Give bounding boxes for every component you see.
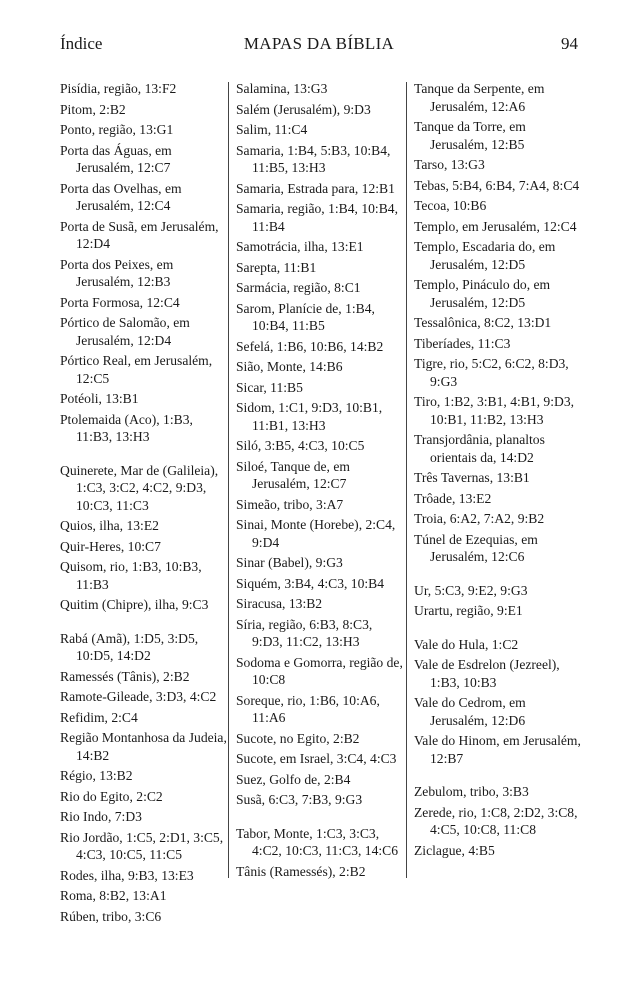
index-entry: Transjordânia, planaltos orientais da, 14:D2 (414, 432, 545, 465)
index-entry: Soreque, rio, 1:B6, 10:A6, 11:A6 (236, 692, 380, 725)
index-entry: Tessalônica, 8:C2, 13:D1 (414, 315, 552, 330)
column-divider (406, 82, 407, 878)
index-entry: Sucote, no Egito, 2:B2 (236, 730, 360, 746)
index-entry: Sefelá, 1:B6, 10:B6, 14:B2 (236, 338, 384, 354)
index-entry: Quinerete, Mar de (Galileia), 1:C3, 3:C2, 4:C2, 9:D3, 10:C3, 11:C3 (60, 462, 219, 513)
index-entry: Samaria, 1:B4, 5:B3, 10:B4, 11:B5, 13:H3 (236, 142, 391, 175)
index-entry: Sucote, em Israel, 3:C4, 4:C3 (236, 751, 397, 766)
index-entry: Região Montanhosa da Judeia, 14:B2 (60, 730, 227, 763)
index-entry: Rio Indo, 7:D3 (60, 809, 142, 824)
index-entry: Zerede, rio, 1:C8, 2:D2, 3:C8, 4:C5, 10:C8, 11:C8 (414, 804, 578, 837)
index-entry: Salim, 11:C4 (236, 122, 308, 137)
letter-group-gap (414, 770, 582, 783)
letter-group-gap (236, 812, 404, 825)
index-entry: Tebas, 5:B4, 6:B4, 7:A4, 8:C4 (414, 177, 580, 193)
index-entry: Tabor, Monte, 1:C3, 3:C3, 4:C2, 10:C3, 11:C3, 14:C6 (236, 825, 399, 858)
index-entry: Samotrácia, ilha, 13:E1 (236, 239, 364, 254)
index-entry: Sodoma e Gomorra, região de, 10:C8 (236, 654, 403, 687)
page-number: 94 (561, 34, 578, 53)
page-title: MAPAS DA BÍBLIA (243, 34, 395, 53)
letter-group-gap (414, 623, 582, 636)
index-entry: Refidim, 2:C4 (60, 709, 138, 725)
index-entry: Templo, em Jerusalém, 12:C4 (414, 218, 577, 234)
index-entry: Urartu, região, 9:E1 (414, 603, 523, 618)
index-entry: Quisom, rio, 1:B3, 10:B3, 11:B3 (60, 559, 202, 592)
index-entry: Túnel de Ezequias, em Jerusalém, 12:C6 (414, 531, 538, 564)
index-entry: Quitim (Chipre), ilha, 9:C3 (60, 597, 209, 612)
index-entry: Sinar (Babel), 9:G3 (236, 555, 343, 570)
index-entry: Rio do Egito, 2:C2 (60, 788, 163, 804)
index-entry: Siló, 3:B5, 4:C3, 10:C5 (236, 438, 365, 453)
column-divider (228, 82, 229, 878)
index-entry: Samaria, Estrada para, 12:B1 (236, 180, 395, 196)
index-entry: Pisídia, região, 13:F2 (60, 81, 177, 96)
index-entry: Ur, 5:C3, 9:E2, 9:G3 (414, 582, 528, 598)
index-entry: Simeão, tribo, 3:A7 (236, 496, 344, 512)
index-entry: Régio, 13:B2 (60, 768, 133, 783)
index-entry: Porta Formosa, 12:C4 (60, 294, 180, 310)
index-entry: Ramote-Gileade, 3:D3, 4:C2 (60, 689, 217, 704)
index-entry: Sarmácia, região, 8:C1 (236, 280, 361, 295)
index-entry: Rabá (Amã), 1:D5, 3:D5, 10:D5, 14:D2 (60, 630, 199, 663)
index-entry: Templo, Pináculo do, em Jerusalém, 12:D5 (414, 277, 551, 310)
letter-group-gap (60, 617, 228, 630)
index-entry: Sicar, 11:B5 (236, 379, 303, 395)
page-header (60, 34, 578, 58)
index-entry: Três Tavernas, 13:B1 (414, 470, 530, 485)
index-entry: Ziclague, 4:B5 (414, 842, 495, 858)
index-entry: Rio Jordão, 1:C5, 2:D1, 3:C5, 4:C3, 10:C5, 11:C5 (60, 829, 224, 862)
index-entry: Ramessés (Tânis), 2:B2 (60, 668, 190, 684)
index-entry: Troia, 6:A2, 7:A2, 9:B2 (414, 511, 545, 526)
index-entry: Siquém, 3:B4, 4:C3, 10:B4 (236, 575, 385, 591)
index-entry: Suez, Golfo de, 2:B4 (236, 771, 351, 787)
index-entry: Porta de Susã, em Jerusalém, 12:D4 (60, 218, 219, 251)
index-entry: Tânis (Ramessés), 2:B2 (236, 863, 366, 879)
index-entry: Vale do Hinom, em Jerusalém, 12:B7 (414, 733, 581, 766)
index-entry: Pitom, 2:B2 (60, 101, 126, 117)
index-entry: Tarso, 13:G3 (414, 157, 485, 172)
letter-group-gap (60, 449, 228, 462)
index-entry: Pórtico de Salomão, em Jerusalém, 12:D4 (60, 315, 190, 348)
index-entry: Salamina, 13:G3 (236, 81, 328, 96)
index-entry: Porta dos Peixes, em Jerusalém, 12:B3 (60, 256, 174, 289)
index-entry: Rúben, tribo, 3:C6 (60, 908, 162, 924)
index-column-3 (414, 80, 582, 862)
index-entry: Siracusa, 13:B2 (236, 596, 323, 611)
index-entry: Ptolemaida (Aco), 1:B3, 11:B3, 13:H3 (60, 411, 193, 444)
index-entry: Tiberíades, 11:C3 (414, 335, 511, 351)
index-entry: Porta das Ovelhas, em Jerusalém, 12:C4 (60, 180, 182, 213)
index-entry: Quios, ilha, 13:E2 (60, 518, 159, 533)
index-entry: Vale de Esdrelon (Jezreel), 1:B3, 10:B3 (414, 657, 560, 690)
index-entry: Sinai, Monte (Horebe), 2:C4, 9:D4 (236, 517, 396, 550)
section-label: Índice (60, 34, 103, 53)
index-entry: Ponto, região, 13:G1 (60, 122, 174, 137)
index-entry: Tanque da Torre, em Jerusalém, 12:B5 (414, 119, 526, 152)
index-entry: Pórtico Real, em Jerusalém, 12:C5 (60, 353, 213, 386)
index-entry: Sidom, 1:C1, 9:D3, 10:B1, 11:B1, 13:H3 (236, 400, 383, 433)
index-entry: Salém (Jerusalém), 9:D3 (236, 101, 371, 117)
index-entry: Tecoa, 10:B6 (414, 198, 487, 213)
index-entry: Zebulom, tribo, 3:B3 (414, 784, 529, 799)
letter-group-gap (414, 569, 582, 582)
index-entry: Tiro, 1:B2, 3:B1, 4:B1, 9:D3, 10:B1, 11:B2, 13:H3 (414, 394, 575, 427)
index-entry: Sião, Monte, 14:B6 (236, 359, 343, 374)
index-entry: Tanque da Serpente, em Jerusalém, 12:A6 (414, 81, 545, 114)
index-entry: Rodes, ilha, 9:B3, 13:E3 (60, 867, 194, 883)
index-entry: Quir-Heres, 10:C7 (60, 538, 161, 554)
index-entry: Sarom, Planície de, 1:B4, 10:B4, 11:B5 (236, 300, 375, 333)
index-entry: Sarepta, 11:B1 (236, 259, 317, 275)
index-column-2 (236, 80, 404, 883)
index-entry: Samaria, região, 1:B4, 10:B4, 11:B4 (236, 201, 398, 234)
index-entry: Roma, 8:B2, 13:A1 (60, 888, 167, 903)
index-entry: Vale do Hula, 1:C2 (414, 636, 519, 652)
index-column-1 (60, 80, 228, 928)
index-entry: Tigre, rio, 5:C2, 6:C2, 8:D3, 9:G3 (414, 356, 569, 389)
index-entry: Susã, 6:C3, 7:B3, 9:G3 (236, 792, 363, 807)
index-entry: Siloé, Tanque de, em Jerusalém, 12:C7 (236, 458, 350, 491)
index-entry: Síria, região, 6:B3, 8:C3, 9:D3, 11:C2, 13:H3 (236, 616, 373, 649)
index-entry: Trôade, 13:E2 (414, 490, 492, 506)
index-entry: Porta das Águas, em Jerusalém, 12:C7 (60, 142, 172, 175)
index-entry: Vale do Cedrom, em Jerusalém, 12:D6 (414, 695, 526, 728)
index-entry: Templo, Escadaria do, em Jerusalém, 12:D5 (414, 239, 556, 272)
index-entry: Potéoli, 13:B1 (60, 391, 139, 406)
